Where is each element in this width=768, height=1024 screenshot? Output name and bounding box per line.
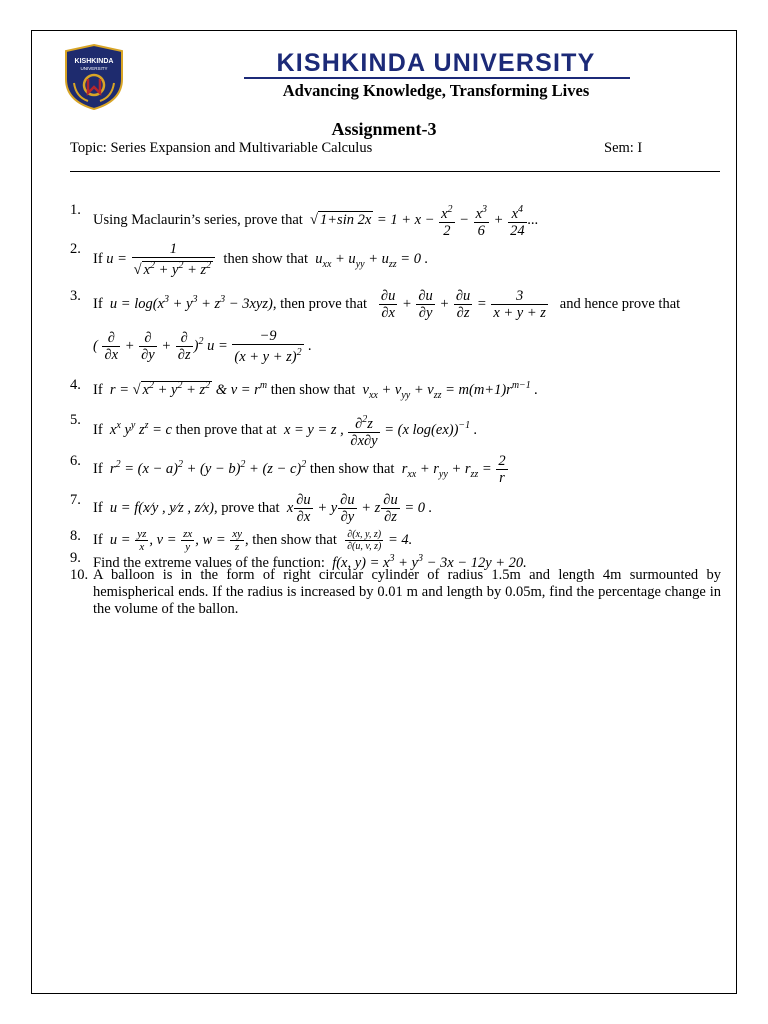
equation: $r_{xx} + r_{yy} + r_{zz}$ = $\frac{2}{r}$ — [398, 453, 506, 486]
equation: $r^2 = (x - a)^2 + (y - b)^2 + (z - c)^2$ — [106, 459, 307, 477]
logo-text-top: KISHKINDA — [74, 58, 114, 65]
equation: u = f(x⁄y , y⁄z , z⁄x) — [106, 499, 214, 516]
question-number: 3. — [70, 288, 81, 304]
question-number: 6. — [70, 453, 81, 469]
question-text: then prove that at — [175, 421, 277, 438]
equation: $x^x$ $y^y$ $z^z = c$ — [106, 419, 172, 438]
question-number: 5. — [70, 412, 81, 428]
question-text: and hence prove that — [559, 295, 681, 312]
question-text: If — [93, 250, 103, 267]
tagline: Advancing Knowledge, Transforming Lives — [282, 81, 590, 100]
header-divider — [70, 171, 720, 172]
university-logo — [60, 43, 128, 111]
question-number: 1. — [70, 202, 81, 218]
equation: ( $\frac{\partial}{\partial x}$ + $\frac{\partial}{\partial y}$ + $\frac{\partial}{\partial z}$ )$^2$ u = $\frac{-9}{(x + y + z)^2}$ . — [93, 328, 312, 365]
question-text: If — [93, 421, 103, 438]
equation: $u = \log(x^3 + y^3 + z^3 - 3xyz)$ — [109, 294, 273, 312]
equation: f(x, $y) = x^3 + y^3 - 3x - 12y + 20$. — [328, 553, 527, 571]
question-text: , prove that — [213, 499, 280, 516]
equation: $\frac{\partial u}{\partial x}$ + $\frac{\partial u}{\partial y}$ + $\frac{\partial u}{\partial z}$ = $\frac{3}{x + y + z}$ — [380, 288, 546, 321]
question-text: Using Maclaurin’s series, prove that — [93, 211, 303, 228]
question-number: 4. — [70, 377, 81, 393]
question-text: If — [93, 295, 103, 312]
title-underline — [244, 77, 630, 79]
question-text: then show that — [270, 381, 356, 398]
question-10: A balloon is in the form of right circular cylinder of radius 1.5m and length 4m surmounted by hemispherical ends. If the radius is increased by 0.01 m and length by 0.05m, find the percentage change in the volume of the ballon. — [93, 567, 721, 618]
question-text: If — [93, 499, 103, 516]
equation: x $\frac{\partial u}{\partial x}$ + y $\frac{\partial u}{\partial y}$ + z $\frac{\partial u}{\partial z}$ = 0 . — [283, 492, 433, 525]
question-text: If — [93, 460, 103, 477]
assignment-title: Assignment-3 — [331, 119, 437, 139]
equation: u = $\frac{yz}{x}$ , v = $\frac{zx}{y}$ , w = $\frac{xy}{z}$ — [106, 528, 243, 553]
question-number: 2. — [70, 241, 81, 257]
question-text: then show that — [309, 460, 395, 477]
equation: u = $\frac{1}{√ x^2 + y^2 + z^2}$ — [106, 251, 216, 267]
question-number: 7. — [70, 492, 81, 508]
equation: $u_{xx} + u_{yy} + u_{zz} = 0$ . — [311, 250, 429, 270]
logo-text-bottom: UNIVERSITY — [80, 66, 108, 71]
university-name: KISHKINDA UNIVERSITY — [276, 49, 596, 77]
equation: √ 1+sin 2x = 1 + x − $\frac{x^2}{2}$ − $\frac{x^3}{6}$ + $\frac{x^4}{24}$ ... — [306, 204, 539, 239]
equation: $v_{xx} + v_{yy} + v_{zz} = m(m+1)r^{m-1}$ . — [358, 380, 539, 401]
topic-line: Topic: Series Expansion and Multivariable Calculus — [70, 140, 373, 156]
semester: Sem: I — [604, 140, 643, 156]
question-text: , then show that — [245, 531, 337, 548]
equation: $\frac{\partial(x, y, z)}{\partial(u, v, z)}$ = 4. — [347, 529, 413, 552]
question-text: , then prove that — [272, 295, 368, 312]
question-text: If — [93, 381, 103, 398]
equation: x = y = z , $\frac{\partial^2z}{\partial x\partial y}$ = (x log(ex))$^{-1}$ . — [280, 414, 478, 449]
question-number: 8. — [70, 528, 81, 544]
question-text: Find the extreme values of the function: — [93, 554, 325, 571]
question-number: 10. — [70, 567, 89, 583]
question-text: then show that — [223, 250, 308, 267]
question-text: If — [93, 531, 103, 548]
equation: r = √ $x^2 + y^2 + z^2$ & $v = r^m$ — [106, 380, 268, 398]
question-number: 9. — [70, 550, 81, 566]
